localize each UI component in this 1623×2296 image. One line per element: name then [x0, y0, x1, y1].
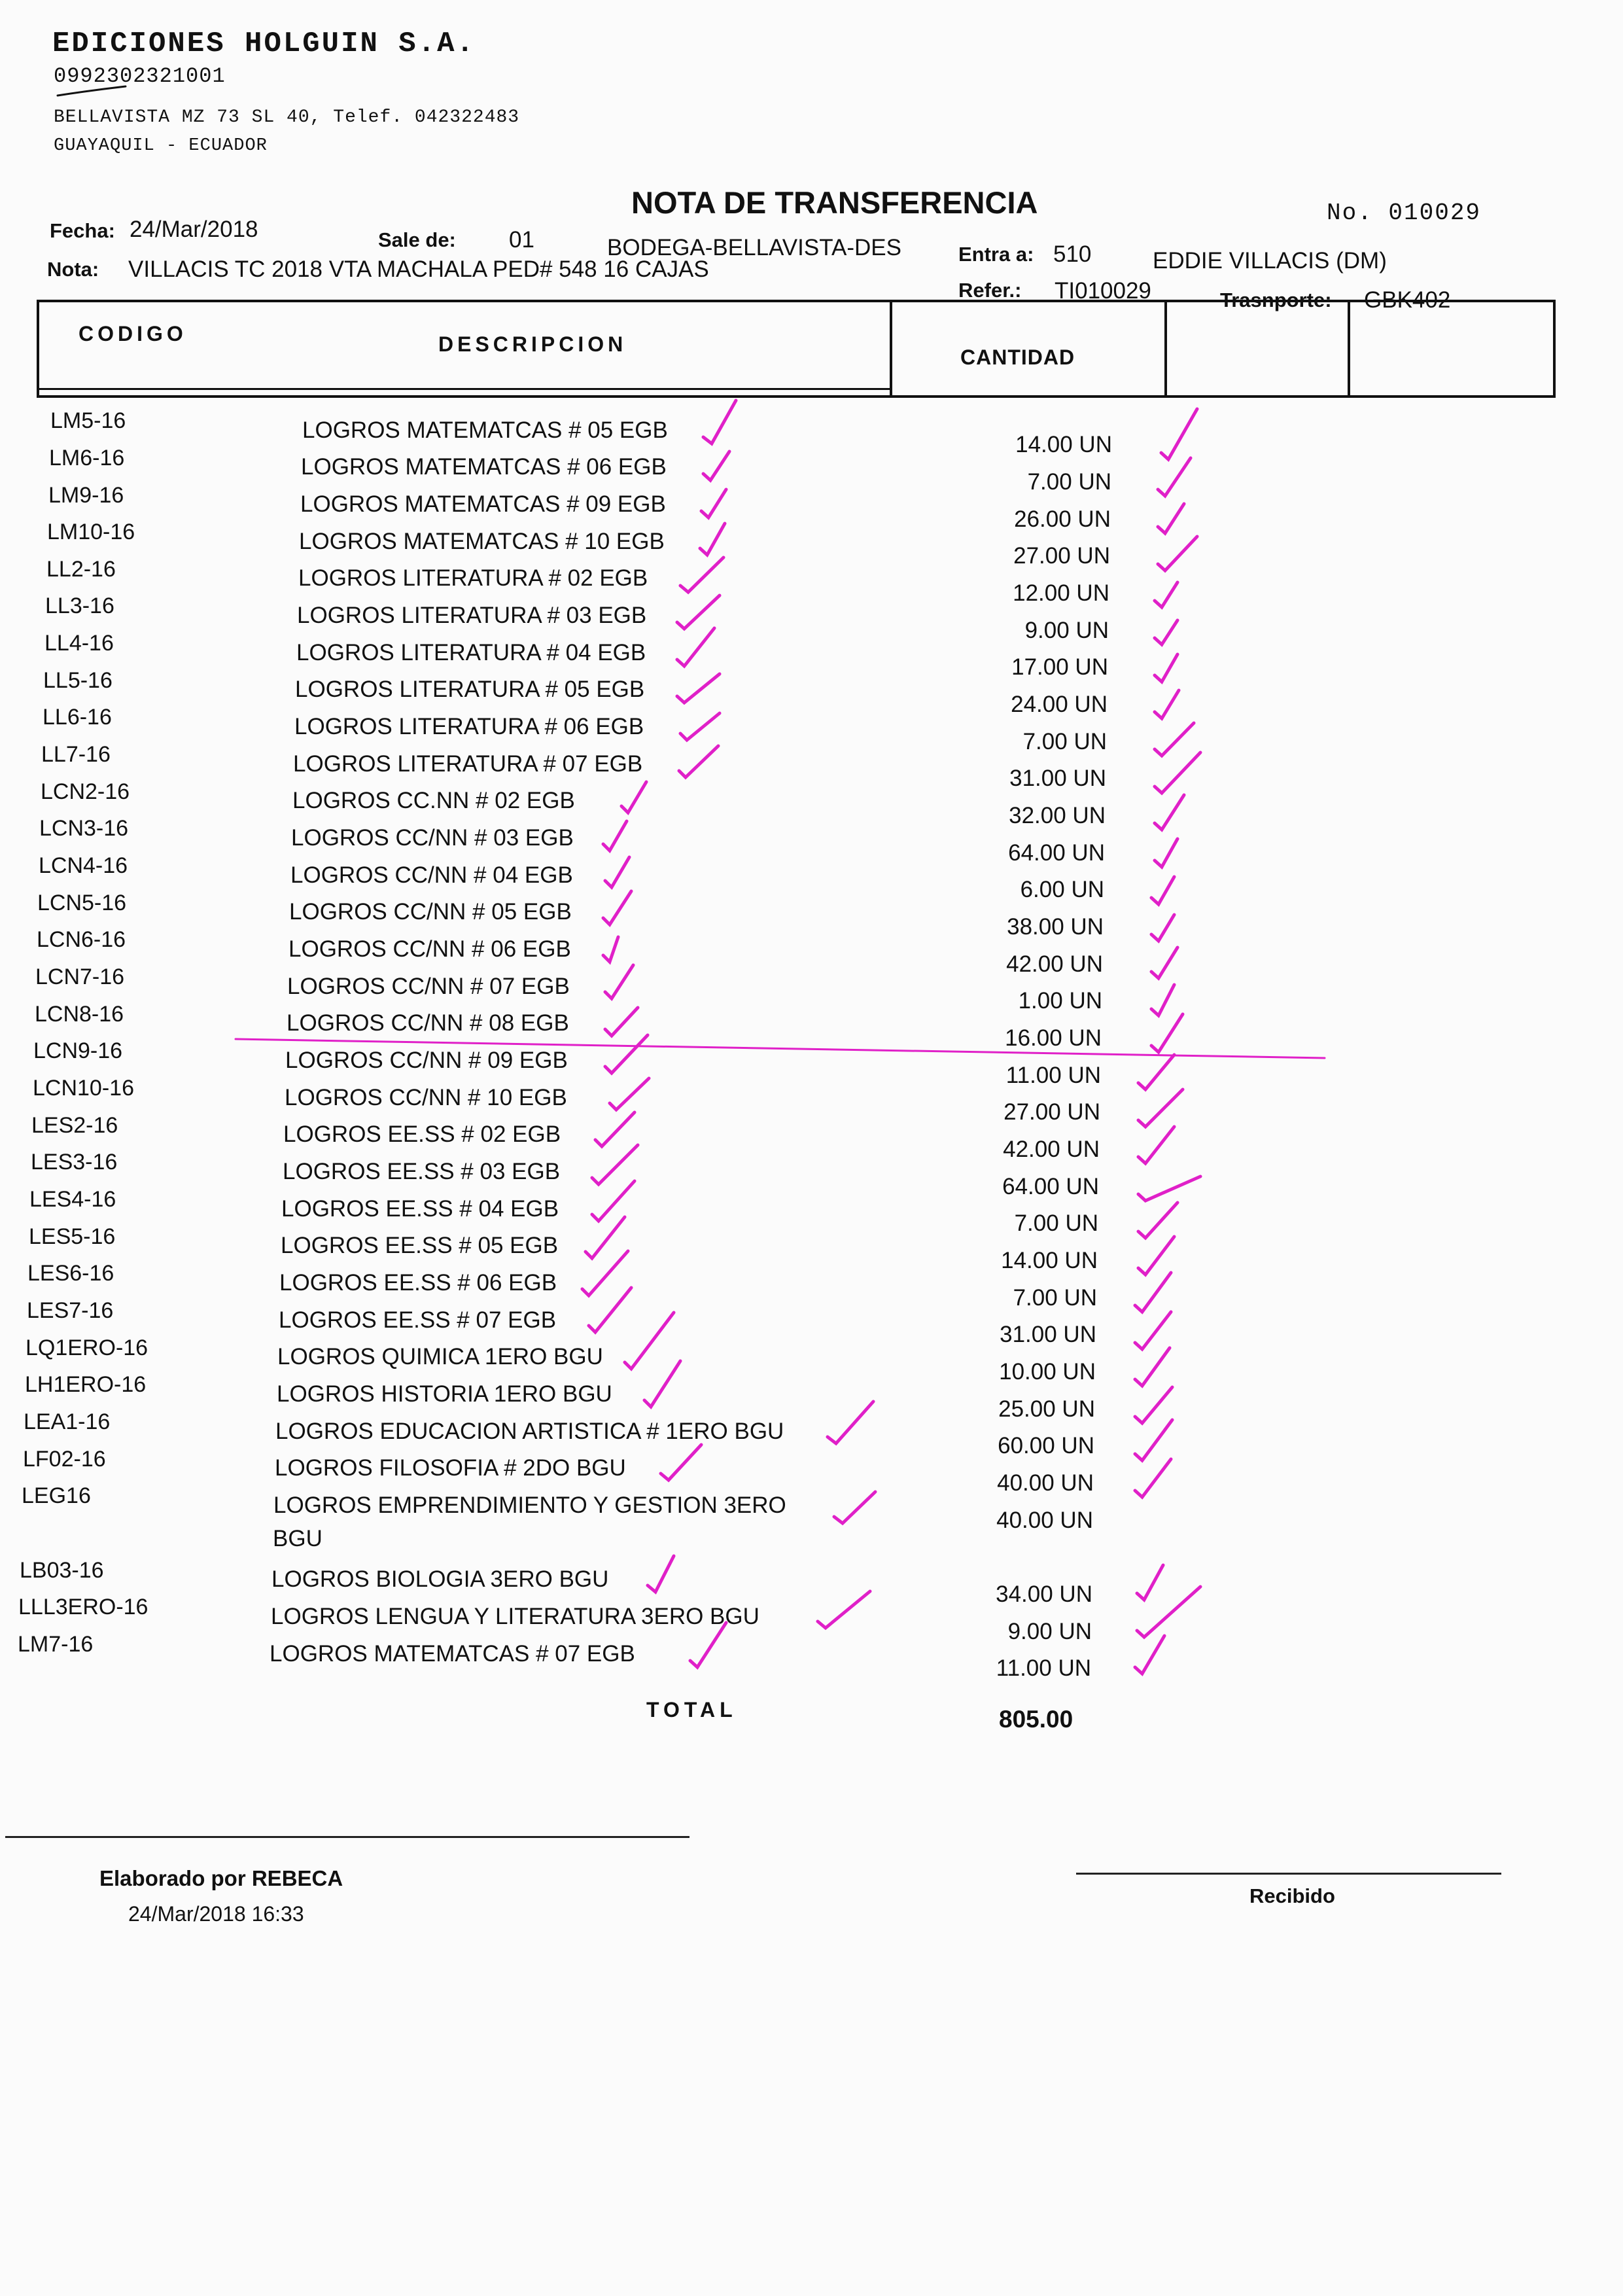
- item-quantity: 40.00 UN: [996, 1508, 1093, 1533]
- company-name: EDICIONES HOLGUIN S.A.: [52, 27, 476, 60]
- received-label: Recibido: [1249, 1884, 1335, 1907]
- sale-de-name: BODEGA-BELLAVISTA-DES: [607, 235, 901, 260]
- item-code: LCN7-16: [35, 964, 125, 989]
- item-code: LM9-16: [48, 483, 124, 508]
- item-code: LM10-16: [47, 520, 135, 544]
- company-city: GUAYAQUIL - ECUADOR: [54, 136, 268, 156]
- prepared-date: 24/Mar/2018 16:33: [128, 1902, 304, 1926]
- item-quantity: 9.00 UN: [1024, 618, 1109, 643]
- item-quantity: 7.00 UN: [1013, 1285, 1097, 1311]
- item-quantity: 42.00 UN: [1003, 1137, 1100, 1162]
- item-quantity: 7.00 UN: [1014, 1210, 1098, 1236]
- item-quantity: 32.00 UN: [1009, 803, 1106, 828]
- item-code: LCN5-16: [37, 891, 127, 915]
- item-code: LL5-16: [43, 668, 113, 693]
- entra-a-name: EDDIE VILLACIS (DM): [1153, 248, 1387, 274]
- item-code: LLL3ERO-16: [18, 1595, 148, 1619]
- item-code: LM7-16: [18, 1632, 94, 1657]
- prepared-by: Elaborado por REBECA: [99, 1866, 343, 1890]
- item-code: LL2-16: [46, 557, 116, 582]
- item-quantity: 24.00 UN: [1011, 692, 1108, 717]
- item-code: LCN2-16: [41, 779, 130, 804]
- item-description: LOGROS LITERATURA # 05 EGB: [295, 677, 645, 702]
- column-header-cantidad: CANTIDAD: [960, 345, 1075, 369]
- fecha-value: 24/Mar/2018: [130, 217, 258, 242]
- document-title: NOTA DE TRANSFERENCIA: [631, 185, 1038, 220]
- item-code: LM5-16: [50, 408, 126, 433]
- item-code: LES2-16: [31, 1113, 118, 1138]
- entra-a-label: Entra a:: [958, 243, 1034, 266]
- item-code: LL6-16: [43, 705, 112, 730]
- item-quantity: 12.00 UN: [1013, 580, 1109, 606]
- item-description: LOGROS MATEMATCAS # 07 EGB: [270, 1641, 635, 1667]
- item-quantity: 7.00 UN: [1022, 729, 1107, 754]
- item-description: LOGROS MATEMATCAS # 06 EGB: [301, 454, 667, 480]
- item-description: LOGROS LITERATURA # 07 EGB: [293, 751, 643, 777]
- fecha-label: Fecha:: [50, 219, 115, 242]
- refer-value: TI010029: [1055, 278, 1151, 304]
- sale-de-code: 01: [509, 227, 534, 253]
- item-description: BGU: [273, 1526, 323, 1551]
- item-description: LOGROS EE.SS # 02 EGB: [283, 1122, 561, 1147]
- item-description: LOGROS LITERATURA # 06 EGB: [294, 714, 644, 739]
- item-description: LOGROS CC.NN # 02 EGB: [292, 788, 575, 813]
- item-quantity: 42.00 UN: [1006, 951, 1103, 977]
- item-description: LOGROS CC/NN # 04 EGB: [290, 862, 573, 888]
- item-description: LOGROS FILOSOFIA # 2DO BGU: [275, 1455, 626, 1481]
- sale-de-label: Sale de:: [378, 228, 456, 251]
- item-description: LOGROS MATEMATCAS # 10 EGB: [299, 529, 665, 554]
- item-quantity: 26.00 UN: [1014, 506, 1111, 532]
- item-quantity: 31.00 UN: [1009, 766, 1106, 791]
- item-description: LOGROS CC/NN # 06 EGB: [288, 936, 571, 962]
- item-description: LOGROS LITERATURA # 03 EGB: [297, 603, 647, 628]
- item-quantity: 6.00 UN: [1020, 877, 1104, 902]
- item-quantity: 10.00 UN: [999, 1359, 1096, 1385]
- item-quantity: 1.00 UN: [1018, 988, 1102, 1014]
- total-label: TOTAL: [646, 1698, 737, 1722]
- item-description: LOGROS LITERATURA # 04 EGB: [296, 640, 646, 665]
- item-description: LOGROS CC/NN # 03 EGB: [291, 825, 574, 851]
- item-code: LL3-16: [45, 593, 114, 618]
- item-description: LOGROS EE.SS # 03 EGB: [283, 1159, 561, 1184]
- item-code: LQ1ERO-16: [26, 1335, 148, 1360]
- item-description: LOGROS CC/NN # 10 EGB: [285, 1085, 567, 1110]
- item-description: LOGROS MATEMATCAS # 09 EGB: [300, 491, 666, 517]
- item-code: LL4-16: [44, 631, 114, 656]
- item-quantity: 64.00 UN: [1002, 1174, 1099, 1199]
- item-quantity: 27.00 UN: [1003, 1099, 1100, 1125]
- item-code: LF02-16: [23, 1447, 106, 1472]
- item-code: LEG16: [22, 1483, 91, 1508]
- item-description: LOGROS LITERATURA # 02 EGB: [298, 565, 648, 591]
- transporte-value: GBK402: [1364, 287, 1451, 313]
- item-quantity: 60.00 UN: [998, 1433, 1094, 1458]
- item-description: LOGROS CC/NN # 09 EGB: [285, 1048, 568, 1073]
- item-description: LOGROS EE.SS # 04 EGB: [281, 1196, 559, 1222]
- item-quantity: 38.00 UN: [1007, 914, 1104, 940]
- item-quantity: 11.00 UN: [996, 1655, 1091, 1681]
- item-code: LES3-16: [31, 1150, 118, 1174]
- item-description: LOGROS BIOLOGIA 3ERO BGU: [271, 1566, 609, 1592]
- item-quantity: 27.00 UN: [1013, 543, 1110, 569]
- column-header-codigo: CODIGO: [79, 322, 187, 345]
- item-description: LOGROS CC/NN # 08 EGB: [287, 1010, 569, 1036]
- item-quantity: 34.00 UN: [996, 1581, 1092, 1607]
- item-quantity: 14.00 UN: [1001, 1248, 1098, 1273]
- item-code: LCN9-16: [33, 1038, 123, 1063]
- item-description: LOGROS EE.SS # 06 EGB: [279, 1270, 557, 1296]
- item-quantity: 17.00 UN: [1011, 654, 1108, 680]
- item-quantity: 14.00 UN: [1015, 432, 1112, 457]
- company-ruc: 0992302321001: [54, 64, 226, 88]
- item-quantity: 11.00 UN: [1005, 1063, 1101, 1088]
- item-quantity: 40.00 UN: [997, 1470, 1094, 1496]
- item-code: LH1ERO-16: [25, 1372, 147, 1397]
- total-value: 805.00: [999, 1706, 1073, 1733]
- item-code: LCN10-16: [33, 1076, 134, 1101]
- item-quantity: 16.00 UN: [1005, 1025, 1102, 1051]
- item-description: LOGROS EE.SS # 05 EGB: [281, 1233, 559, 1258]
- item-code: LCN8-16: [35, 1002, 124, 1027]
- item-quantity: 9.00 UN: [1007, 1619, 1092, 1644]
- item-code: LES5-16: [29, 1224, 116, 1249]
- item-code: LEA1-16: [24, 1409, 111, 1434]
- item-quantity: 31.00 UN: [1000, 1322, 1096, 1347]
- item-code: LES4-16: [29, 1187, 116, 1212]
- nota-label: Nota:: [47, 258, 99, 281]
- nota-value: VILLACIS TC 2018 VTA MACHALA PED# 548 16 CAJAS: [128, 256, 709, 282]
- item-quantity: 7.00 UN: [1027, 469, 1111, 495]
- item-description: LOGROS CC/NN # 07 EGB: [287, 974, 570, 999]
- item-quantity: 64.00 UN: [1008, 840, 1105, 866]
- item-code: LB03-16: [20, 1558, 104, 1583]
- column-header-descripcion: DESCRIPCION: [438, 332, 627, 356]
- item-code: LES6-16: [27, 1261, 114, 1286]
- item-code: LCN4-16: [39, 853, 128, 878]
- item-description: LOGROS LENGUA Y LITERATURA 3ERO BGU: [271, 1604, 759, 1629]
- item-description: LOGROS HISTORIA 1ERO BGU: [277, 1381, 612, 1407]
- document-number: No. 010029: [1327, 200, 1482, 226]
- item-description: LOGROS CC/NN # 05 EGB: [289, 899, 572, 925]
- item-code: LCN6-16: [37, 927, 126, 952]
- item-description: LOGROS MATEMATCAS # 05 EGB: [302, 417, 668, 443]
- item-code: LCN3-16: [39, 816, 129, 841]
- item-description: LOGROS QUIMICA 1ERO BGU: [277, 1344, 603, 1369]
- item-code: LM6-16: [49, 446, 125, 470]
- refer-label: Refer.:: [958, 279, 1022, 302]
- item-code: LES7-16: [27, 1298, 114, 1323]
- item-description: LOGROS EE.SS # 07 EGB: [279, 1307, 557, 1333]
- item-description: LOGROS EMPRENDIMIENTO Y GESTION 3ERO: [273, 1492, 786, 1518]
- item-description: LOGROS EDUCACION ARTISTICA # 1ERO BGU: [275, 1419, 784, 1444]
- company-address: BELLAVISTA MZ 73 SL 40, Telef. 042322483: [54, 107, 520, 128]
- transporte-label: Trasnporte:: [1220, 289, 1332, 311]
- item-code: LL7-16: [41, 742, 111, 767]
- item-quantity: 25.00 UN: [998, 1396, 1095, 1422]
- entra-a-code: 510: [1053, 241, 1092, 267]
